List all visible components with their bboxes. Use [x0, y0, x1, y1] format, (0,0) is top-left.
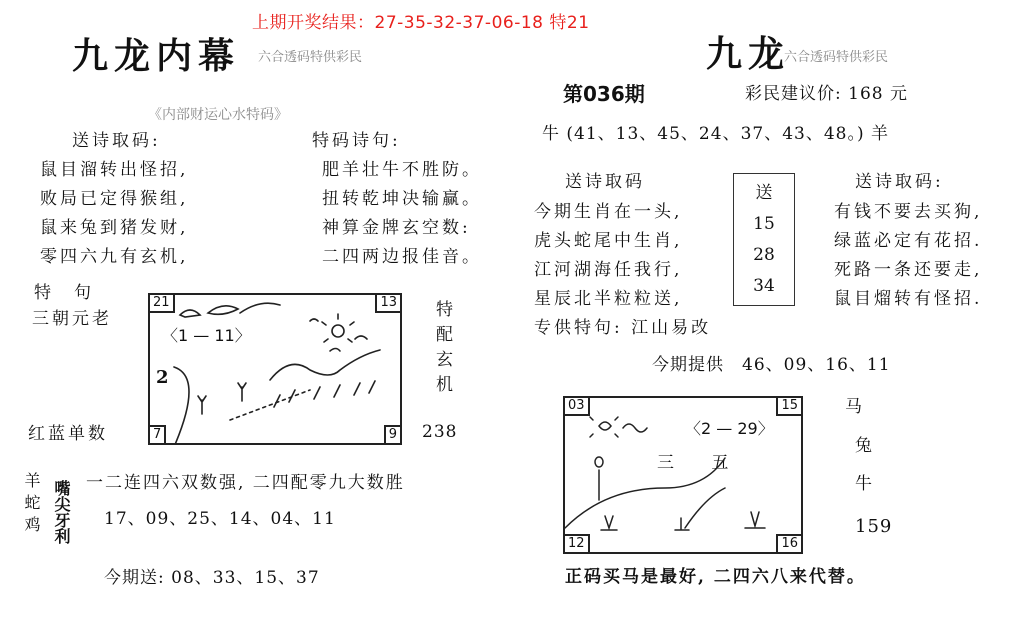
- rule-line: 一二连四六双数强, 二四配零九大数胜: [86, 473, 405, 493]
- send-box: [733, 173, 795, 306]
- left-poem-special: [322, 156, 482, 272]
- send-box-value: 28: [753, 245, 775, 265]
- special-phrase: 三朝元老: [32, 309, 112, 329]
- corner-number: 7: [148, 425, 166, 445]
- corner-number: 03: [563, 396, 590, 416]
- poem-line: 鼠来兔到猪发财,: [40, 218, 189, 238]
- price: 彩民建议价: 168 元: [745, 84, 908, 104]
- right-side-number: 159: [855, 516, 893, 537]
- picture-range-text: 〈1 — 11〉: [162, 326, 251, 345]
- right-subtitle: 六合透码特供彩民: [784, 50, 889, 65]
- right-poem-right-heading: 送诗取码:: [855, 172, 944, 192]
- right-numbers-line: 牛 (41、13、45、24、37、43、48。) 羊: [542, 124, 889, 144]
- left-title: 九龙内幕: [72, 35, 241, 77]
- issue-number: 第036期: [563, 82, 645, 106]
- poem-line: 江河湖海任我行,: [534, 260, 683, 280]
- corner-number: 21: [148, 293, 175, 313]
- corner-number: 16: [776, 534, 803, 554]
- poem-line: 死路一条还要走,: [834, 260, 983, 280]
- poem-line: 虎头蛇尾中生肖,: [534, 231, 683, 251]
- poem-line: 绿蓝必定有花招.: [834, 231, 983, 251]
- poem-line: 肥羊壮牛不胜防。: [322, 160, 482, 180]
- poem-line: 星辰北半粒粒送,: [534, 289, 683, 309]
- side-zodiac: 牛: [855, 474, 875, 494]
- hand-sketch-icon: [150, 295, 400, 443]
- poem-line: 鼠目溜转出怪招,: [40, 160, 189, 180]
- send-box-value: 15: [753, 214, 775, 234]
- left-picture-frame: [148, 293, 402, 445]
- last-result-banner: [252, 8, 590, 33]
- last-result-numbers: 27-35-32-37-06-18: [374, 13, 544, 33]
- idiom-vertical: 嘴尖牙利: [52, 480, 71, 544]
- poem-line: 败局已定得猴组,: [40, 189, 189, 209]
- left-poem-send: [40, 156, 188, 272]
- side-zodiac: 兔: [855, 436, 875, 456]
- side-zodiac: 马: [845, 397, 865, 417]
- picture-digit: 2: [156, 367, 169, 388]
- poem-line: 扭转乾坤决输赢。: [322, 189, 482, 209]
- send-box-label: 送: [755, 183, 773, 203]
- poem-line: 有钱不要去买狗,: [834, 202, 983, 222]
- right-title: 九龙: [706, 33, 791, 75]
- numbers-line: 17、09、25、14、04、11: [104, 509, 336, 529]
- poem-line: 零四六九有玄机,: [40, 247, 189, 267]
- right-poem-right: [834, 198, 982, 314]
- picture-chars: 三 五: [657, 453, 745, 473]
- special-phrase-label: 特 句: [34, 283, 94, 303]
- left-side-number: 238: [422, 422, 458, 442]
- right-poem-left: [534, 198, 711, 343]
- corner-number: 13: [375, 293, 402, 313]
- corner-number: 12: [563, 534, 590, 554]
- left-caption: 《内部财运心水特码》: [148, 107, 288, 123]
- poem-line: 二四两边报佳音。: [322, 247, 482, 267]
- poem-line: 今期生肖在一头,: [534, 202, 683, 222]
- corner-number: 15: [776, 396, 803, 416]
- poem-line: 神算金牌玄空数:: [322, 218, 471, 238]
- left-poem-send-heading: 送诗取码:: [72, 131, 161, 151]
- side-vertical-label: 特配玄机: [432, 300, 452, 400]
- provide-line: 今期提供 46、09、16、11: [652, 355, 891, 375]
- left-subtitle: 六合透码特供彩民: [258, 50, 363, 65]
- picture-range-text: 〈2 — 29〉: [685, 419, 774, 438]
- zodiac-vertical: 羊蛇鸡: [22, 472, 41, 538]
- poem-special: 专供特句: 江山易改: [534, 318, 712, 338]
- right-poem-left-heading: 送诗取码: [565, 172, 645, 192]
- left-poem-special-heading: 特码诗句:: [312, 131, 401, 151]
- corner-number: 9: [384, 425, 402, 445]
- last-result-special: 特21: [549, 13, 590, 33]
- red-blue-label: 红蓝单数: [28, 424, 108, 444]
- send-line: 今期送: 08、33、15、37: [104, 568, 320, 588]
- footer-line: 正码买马是最好, 二四六八来代替。: [565, 567, 866, 587]
- last-result-label: 上期开奖结果：: [252, 13, 375, 33]
- poem-line: 鼠目熘转有怪招.: [834, 289, 983, 309]
- send-box-value: 34: [753, 276, 775, 296]
- right-picture-frame: [563, 396, 803, 554]
- hand-sketch-icon: [565, 398, 801, 552]
